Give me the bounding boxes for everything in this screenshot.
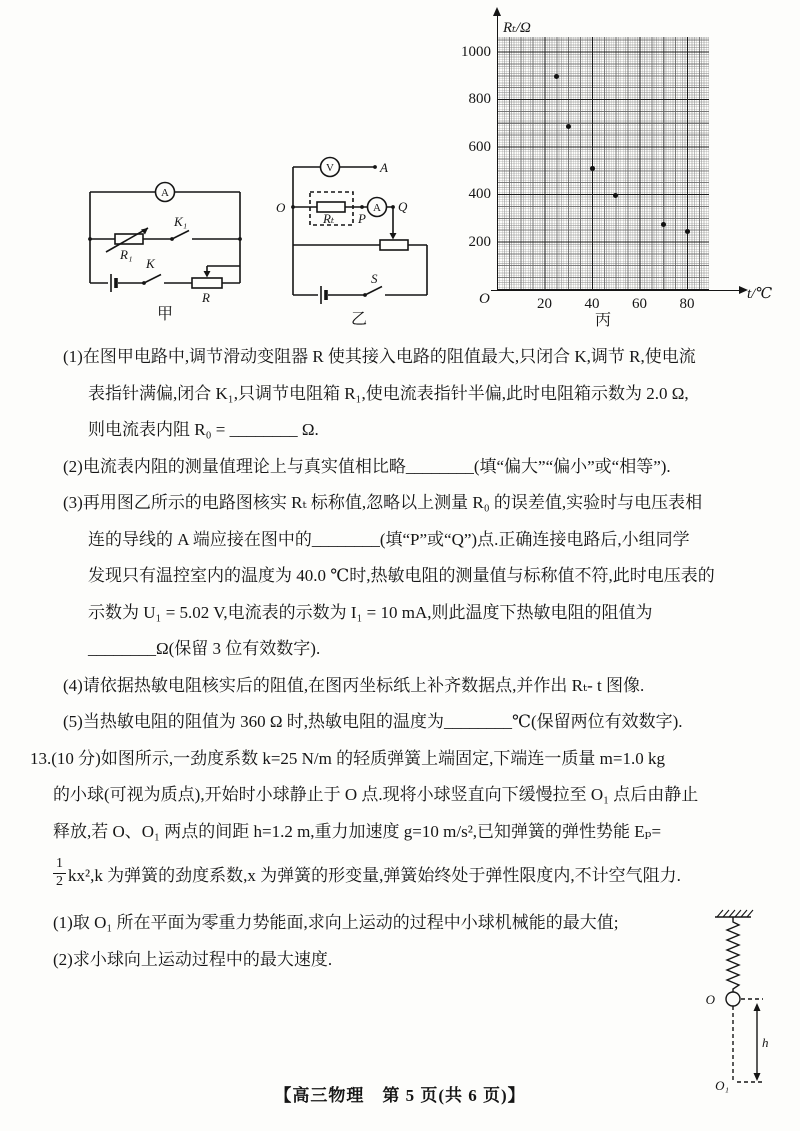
circuit-figure-jia <box>82 178 252 328</box>
y-tick-label: 800 <box>468 91 491 107</box>
circuit-yi-wires <box>291 158 427 305</box>
data-point <box>566 124 571 129</box>
ammeter-letter: A <box>161 187 169 199</box>
switch-s-label: S <box>371 271 378 286</box>
data-point <box>613 193 618 198</box>
y-tick-label: 1000 <box>461 43 491 60</box>
data-point <box>661 222 666 227</box>
chart-plot-area <box>497 37 709 290</box>
q12-1-line3: 则电流表内阻 R₀ = ________ Ω. <box>88 420 319 439</box>
figure-jia-caption: 甲 <box>157 306 174 323</box>
q12-4-line1: (4)请依据热敏电阻核实后的阻值,在图丙坐标纸上补齐数据点,并作出 Rₜ- t 图像. <box>63 675 645 695</box>
question-text <box>0 339 800 978</box>
switch-k1-label: K₁ <box>174 214 188 229</box>
y-tick-label: 200 <box>468 233 491 250</box>
fraction-numerator: 1 <box>53 856 66 873</box>
spring-figure <box>700 897 795 1102</box>
point-o-label: O <box>705 992 715 1007</box>
node-o-label: O <box>276 200 286 215</box>
origin-label: O <box>479 291 490 307</box>
node-q-label: Q <box>398 199 408 214</box>
point-o1-label: O₁ <box>715 1078 729 1093</box>
page-footer: 【高三物理 第 5 页(共 6 页)】 <box>274 1086 526 1105</box>
q12-1-line1: (1)在图甲电路中,调节滑动变阻器 R 使其接入电路的阻值最大,只闭合 K,调节 R,使电流 <box>63 347 696 366</box>
figure-yi-caption: 乙 <box>351 311 368 328</box>
q12-3-line3: 发现只有温控室内的温度为 40.0 ℃时,热敏电阻的测量值与标称值不符,此时电压表的 <box>88 566 715 585</box>
terminal-a-label: A <box>380 160 388 175</box>
y-axis <box>497 14 499 291</box>
q12-1-line2: 表指针满偏,闭合 K₁,只调节电阻箱 R₁,使电流表指针半偏,此时电阻箱示数为 2.0 Ω, <box>88 383 689 403</box>
q13-sub1: (1)取 O₁ 所在平面为零重力势能面,求向上运动的过程中小球机械能的最大值; <box>53 913 619 932</box>
y-axis-arrow-icon <box>493 7 501 16</box>
node-p-label: P <box>358 211 366 226</box>
q13-sub2: (2)求小球向上运动过程中的最大速度. <box>53 949 333 969</box>
data-point <box>685 229 690 234</box>
fraction-denominator: 2 <box>56 873 63 889</box>
resistor-r1-label: R₁ <box>120 247 133 262</box>
q12-5-line1: (5)当热敏电阻的阻值为 360 Ω 时,热敏电阻的温度为________℃(保留两位有效数字). <box>63 712 683 731</box>
rheostat-box <box>380 240 408 250</box>
data-point <box>554 74 559 79</box>
x-tick-label: 20 <box>537 296 552 312</box>
q12-2-line1: (2)电流表内阻的测量值理论上与真实值相比略________(填“偏大”“偏小”或“相等”). <box>63 456 671 476</box>
q12-3-line4: 示数为 U₁ = 5.02 V,电流表的示数为 I₁ = 10 mA,则此温度下热敏电阻的阻值为 <box>88 602 653 622</box>
fraction-half <box>53 856 66 889</box>
q13-line3: 释放,若 O、O₁ 两点的间距 h=1.2 m,重力加速度 g=10 m/s²,已知弹簧的弹性势能 Eₚ= <box>53 821 662 841</box>
x-tick-label: 40 <box>584 296 600 312</box>
q12-3-line1: (3)再用图乙所示的电路图核实 Rₜ 标称值,忽略以上测量 R₀ 的误差值,实验时与电压表相 <box>63 493 703 512</box>
y-tick-label: 400 <box>468 186 491 202</box>
x-axis <box>491 290 741 292</box>
thermistor-label: Rₜ <box>323 211 335 226</box>
rheostat-r-label: R <box>202 290 210 305</box>
figure-bing-caption: 丙 <box>594 312 611 329</box>
q13-line1: 13.(10 分)如图所示,一劲度系数 k=25 N/m 的轻质弹簧上端固定,下端连一质量 m=1.0 kg <box>30 748 665 768</box>
distance-h-label: h <box>762 1035 769 1050</box>
circuit-figure-yi <box>272 152 447 330</box>
y-tick-label: 600 <box>468 138 491 155</box>
x-tick-label: 60 <box>632 296 647 312</box>
chart-figure-bing <box>455 8 800 338</box>
x-axis-label: t/℃ <box>747 286 773 302</box>
switch-k-label: K <box>146 256 155 271</box>
spring-drawing <box>715 910 763 1082</box>
q12-3-line2: 连的导线的 A 端应接在图中的________(填“P”或“Q”)点.正确连接电路后,小组同学 <box>88 529 690 549</box>
q12-3-line5: ________Ω(保留 3 位有效数字). <box>88 639 321 658</box>
q13-line4-text: kx²,k 为弹簧的劲度系数,x 为弹簧的形变量,弹簧始终处于弹性限度内,不计空气阻力. <box>68 865 681 885</box>
ammeter-letter: A <box>373 202 381 214</box>
ball-icon <box>726 992 740 1006</box>
data-point <box>590 166 595 171</box>
x-tick-label: 80 <box>679 296 695 312</box>
y-axis-label: Rₜ/Ω <box>503 20 531 36</box>
q13-line4 <box>0 850 800 896</box>
voltmeter-letter: V <box>326 162 334 174</box>
rheostat-box-r <box>192 278 222 288</box>
q13-line2: 的小球(可视为质点),开始时小球静止于 O 点.现将小球竖直向下缓慢拉至 O₁ 点后由静止 <box>53 785 699 804</box>
